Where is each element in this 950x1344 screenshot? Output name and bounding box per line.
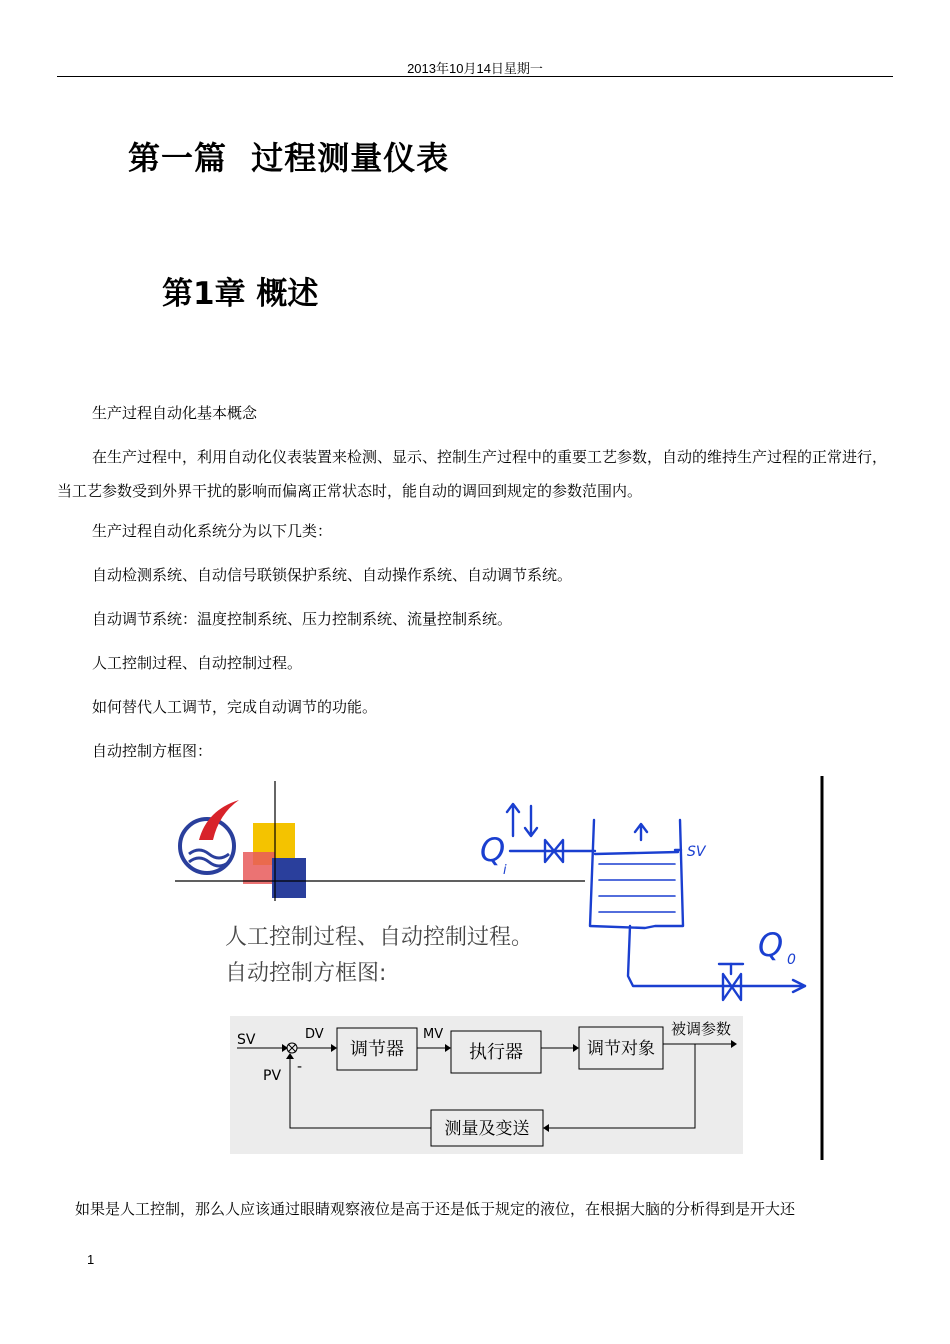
label-pv: PV (263, 1068, 282, 1084)
logo-emblem (180, 800, 239, 873)
label-dv: DV (305, 1027, 324, 1042)
paragraph-manual-control-explanation: 如果是人工控制，那么人应该通过眼睛观察液位是高于还是低于规定的液位，在根据大脑的分析得到是开大还 (75, 1200, 796, 1218)
handwritten-sv-mark: SV (687, 844, 706, 860)
figure-caption-line1: 人工控制过程、自动控制过程。 (225, 925, 534, 950)
label-sv: SV (237, 1032, 256, 1048)
control-block-diagram-figure (175, 776, 835, 1166)
paragraph-regulation-systems: 自动调节系统：温度控制系统、压力控制系统、流量控制系统。 (92, 610, 513, 628)
label-controlled-parameter: 被调参数 (671, 1020, 732, 1038)
chapter-title: 第1章 概述 (162, 276, 319, 312)
paragraph-basic-concept: 生产过程自动化基本概念 (92, 404, 258, 422)
label-minus: - (297, 1059, 303, 1075)
handwritten-qi: Q (480, 831, 506, 869)
measurement-transmitter-label: 测量及变送 (444, 1119, 530, 1139)
paragraph-categories-list: 自动检测系统、自动信号联锁保护系统、自动操作系统、自动调节系统。 (92, 566, 573, 584)
handwritten-qo: Q (758, 926, 784, 964)
paragraph-block-diagram-intro: 自动控制方框图： (92, 742, 213, 760)
actuator-label: 执行器 (469, 1042, 523, 1063)
figure-caption-line2: 自动控制方框图: (225, 961, 387, 986)
page-header-date: 2013年10月14日星期一 (407, 61, 543, 76)
part-title: 第一篇 过程测量仪表 (128, 139, 450, 177)
controller-label: 调节器 (350, 1039, 404, 1060)
paragraph-categories-intro: 生产过程自动化系统分为以下几类： (92, 522, 333, 540)
header-rule (57, 76, 893, 77)
paragraph-manual-auto: 人工控制过程、自动控制过程。 (92, 654, 303, 672)
page-number: 1 (87, 1252, 95, 1267)
handwritten-qi-subscript: i (503, 863, 507, 878)
process-label: 调节对象 (587, 1039, 655, 1059)
label-mv: MV (423, 1027, 444, 1042)
logo-square-blue (272, 858, 306, 898)
paragraph-replace-manual: 如何替代人工调节，完成自动调节的功能。 (92, 698, 378, 716)
handwritten-tank-sketch (507, 804, 805, 1000)
logo-square-red (243, 852, 275, 884)
paragraph-definition: 在生产过程中，利用自动化仪表装置来检测、显示、控制生产过程中的重要工艺参数，自动的维持生产过程的正常进行，当工艺参数受到外界干扰的影响而偏离正常状态时，能自动的调回到规定的参数范围内。 (57, 448, 888, 500)
handwritten-qo-subscript: 0 (787, 952, 796, 968)
